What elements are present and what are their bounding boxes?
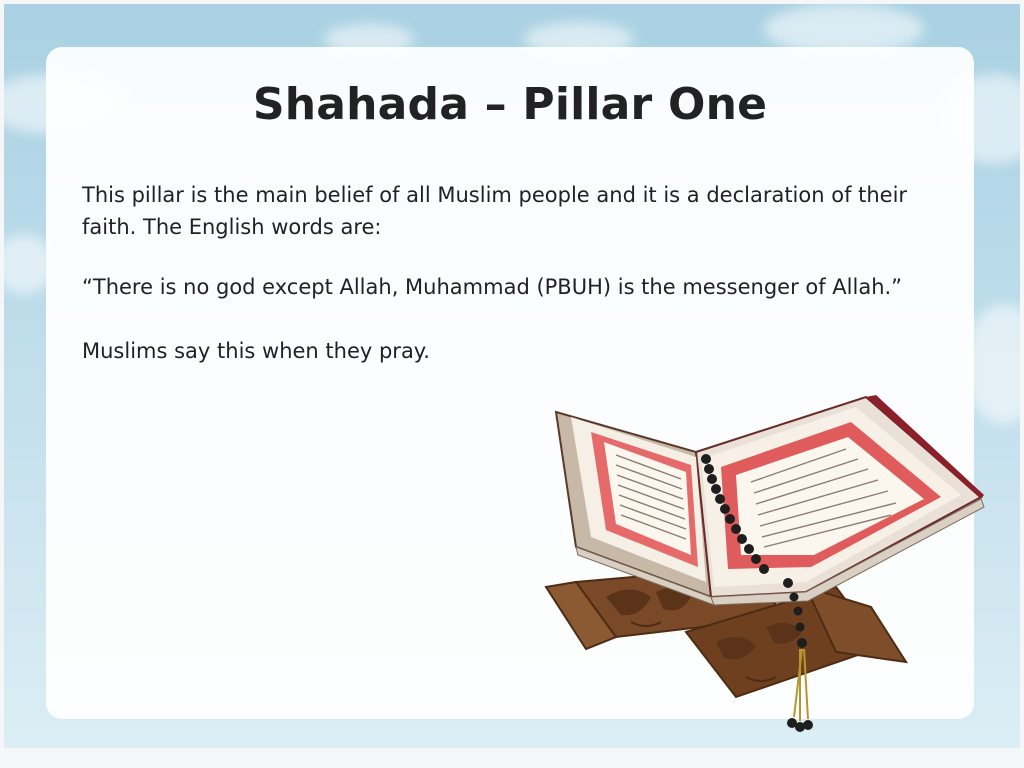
shahada-quote: “There is no god except Allah, Muhammad (PBUH) is the messenger of Allah.” <box>82 275 903 299</box>
prayer-paragraph: Muslims say this when they pray. <box>82 339 430 363</box>
open-book <box>556 395 984 605</box>
intro-paragraph: This pillar is the main belief of all Muslim people and it is a declaration of their faith. The English words are: <box>82 183 908 239</box>
slide-title: Shahada – Pillar One <box>252 79 768 130</box>
quran-stand-illustration <box>536 387 986 747</box>
slide <box>4 4 1020 748</box>
content-card <box>46 47 974 719</box>
